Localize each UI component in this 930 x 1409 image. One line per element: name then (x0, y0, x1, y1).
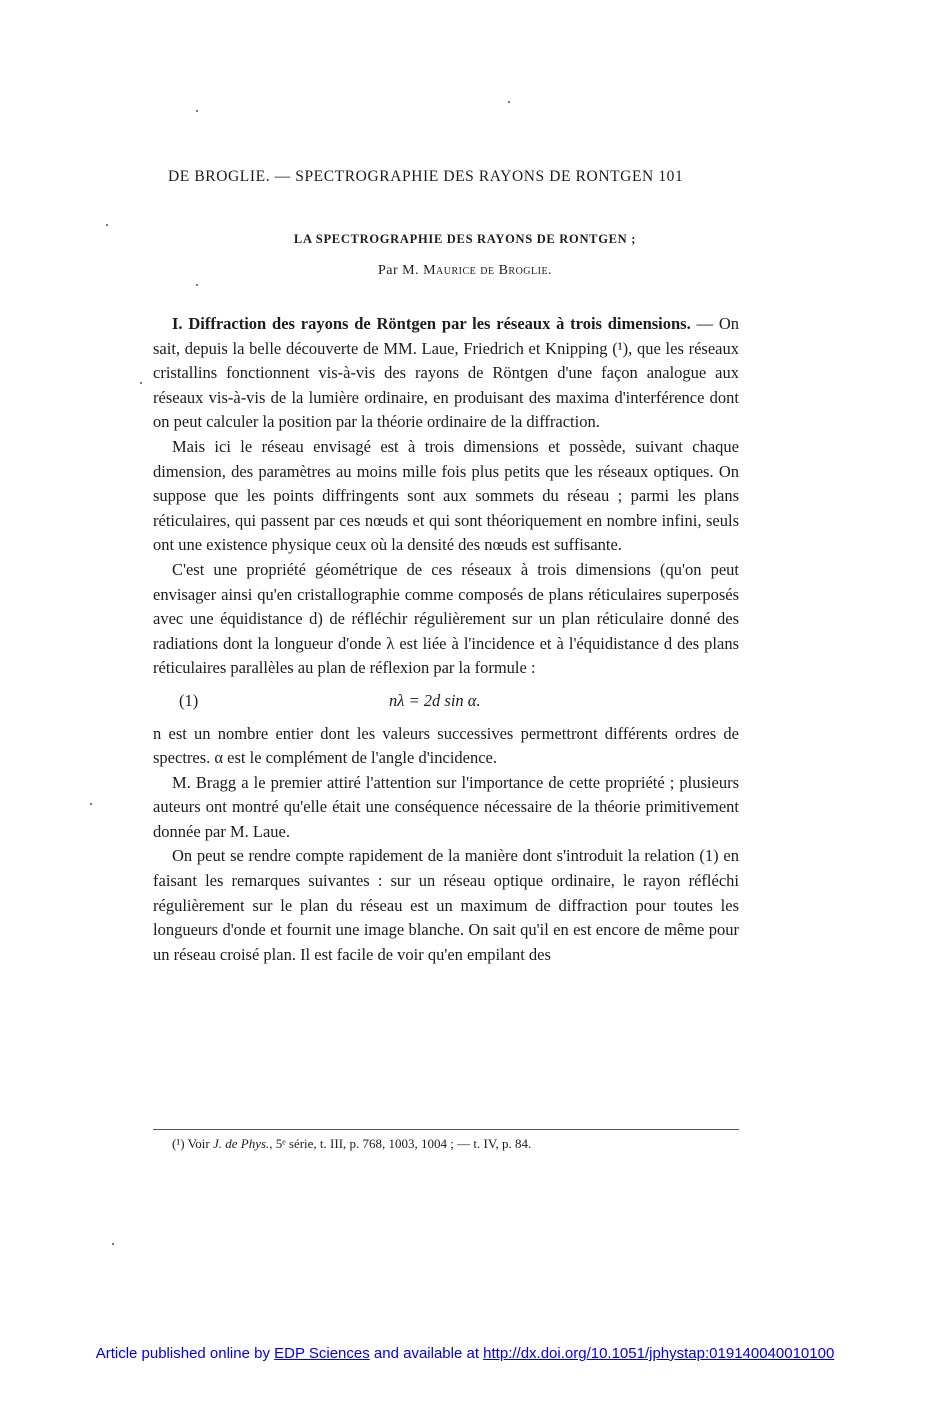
scan-speck (196, 284, 198, 286)
footnote-rule (153, 1129, 739, 1130)
article-title: LA SPECTROGRAPHIE DES RAYONS DE RONTGEN ; (293, 232, 637, 246)
scan-speck (112, 1243, 114, 1245)
paragraph-text: On sait, depuis la belle découverte de MM. Laue, Friedrich et Knipping (¹), que les réseaux cristallins fonctionnent vis-à-vis des rayons de Röntgen d'une façon analogue aux réseaux vis-à-vis de la lumière ordinaire, en produisant des maxima d'interférence dont on peut calculer la position par la théorie ordinaire de la diffraction. (153, 314, 739, 432)
equation-formula: nλ = 2d sin α. (389, 690, 481, 710)
scan-speck (508, 101, 510, 103)
section-heading: I. Diffraction des rayons de Röntgen par les réseaux à trois dimensions. (172, 314, 691, 333)
paragraph (153, 312, 739, 435)
paragraph: n est un nombre entier dont les valeurs successives permettront différents ordres de spectres. α est le complément de l'angle d'incidence. (153, 723, 739, 768)
byline (0, 263, 930, 279)
footnote-journal: J. de Phys. (212, 1136, 270, 1151)
paragraph: M. Bragg a le premier attiré l'attention sur l'importance de cette propriété ; plusieurs auteurs ont montré qu'elle était une conséquence nécessaire de la théorie primitivement donnée par M. Laue. (153, 772, 739, 841)
article-body (153, 312, 739, 967)
publisher-prefix: Article published online by (95, 1345, 275, 1362)
publisher-link[interactable]: EDP Sciences (274, 1345, 370, 1362)
scan-speck (196, 110, 198, 112)
paragraph: Mais ici le réseau envisagé est à trois dimensions et possède, suivant chaque dimension, des paramètres au moins mille fois plus petits que les réseaux optiques. On suppose que les points diffringents sont aux sommets du réseau ; parmi les plans réticulaires, qui passent par ces nœuds et qui sont théoriquement en nombre infini, seuls ont une existence physique ceux où la densité des nœuds est suffisante. (153, 436, 739, 555)
publisher-middle: and available at (369, 1345, 484, 1362)
equation (153, 689, 739, 714)
paragraph: On peut se rendre compte rapidement de la manière dont s'introduit la relation (1) en faisant les remarques suivantes : sur un réseau optique ordinaire, le rayon réfléchi régulièrement sur le plan du réseau est un maximum de diffraction pour toutes les longueurs d'onde et fournit une image blanche. On sait qu'il en est encore de même pour un réseau croisé plan. Il est facile de voir qu'en empilant des (153, 846, 739, 964)
footnote-text: Voir (184, 1136, 213, 1151)
publisher-bar (0, 1345, 930, 1362)
doi-link[interactable]: http://dx.doi.org/10.1051/jphystap:019140040010100 (483, 1345, 835, 1362)
equation-number: (1) (179, 690, 199, 710)
heading-dash: — (690, 314, 719, 333)
running-head: DE BROGLIE. — SPECTROGRAPHIE DES RAYONS DE RONTGEN 101 (168, 168, 684, 185)
footnote-reference: , 5ᵉ série, t. III, p. 768, 1003, 1004 ; — t. IV, p. 84. (269, 1136, 532, 1151)
scan-speck (90, 803, 92, 805)
scan-speck (140, 382, 142, 384)
footnote (172, 1136, 742, 1152)
author-name: Maurice de Broglie. (423, 263, 553, 278)
paragraph: C'est une propriété géométrique de ces réseaux à trois dimensions (qu'on peut envisager ainsi qu'en cristallographie comme composés de plans réticulaires superposés avec une équidistance d) de réfléchir régulièrement sur un plan réticulaire donné des radiations dont la longueur d'onde λ est liée à l'incidence et à l'équidistance d des plans réticulaires parallèles au plan de réflexion par la formule : (153, 559, 739, 678)
byline-prefix: Par M. (377, 263, 420, 278)
footnote-marker: (¹) (172, 1136, 185, 1151)
scan-speck (106, 224, 108, 226)
